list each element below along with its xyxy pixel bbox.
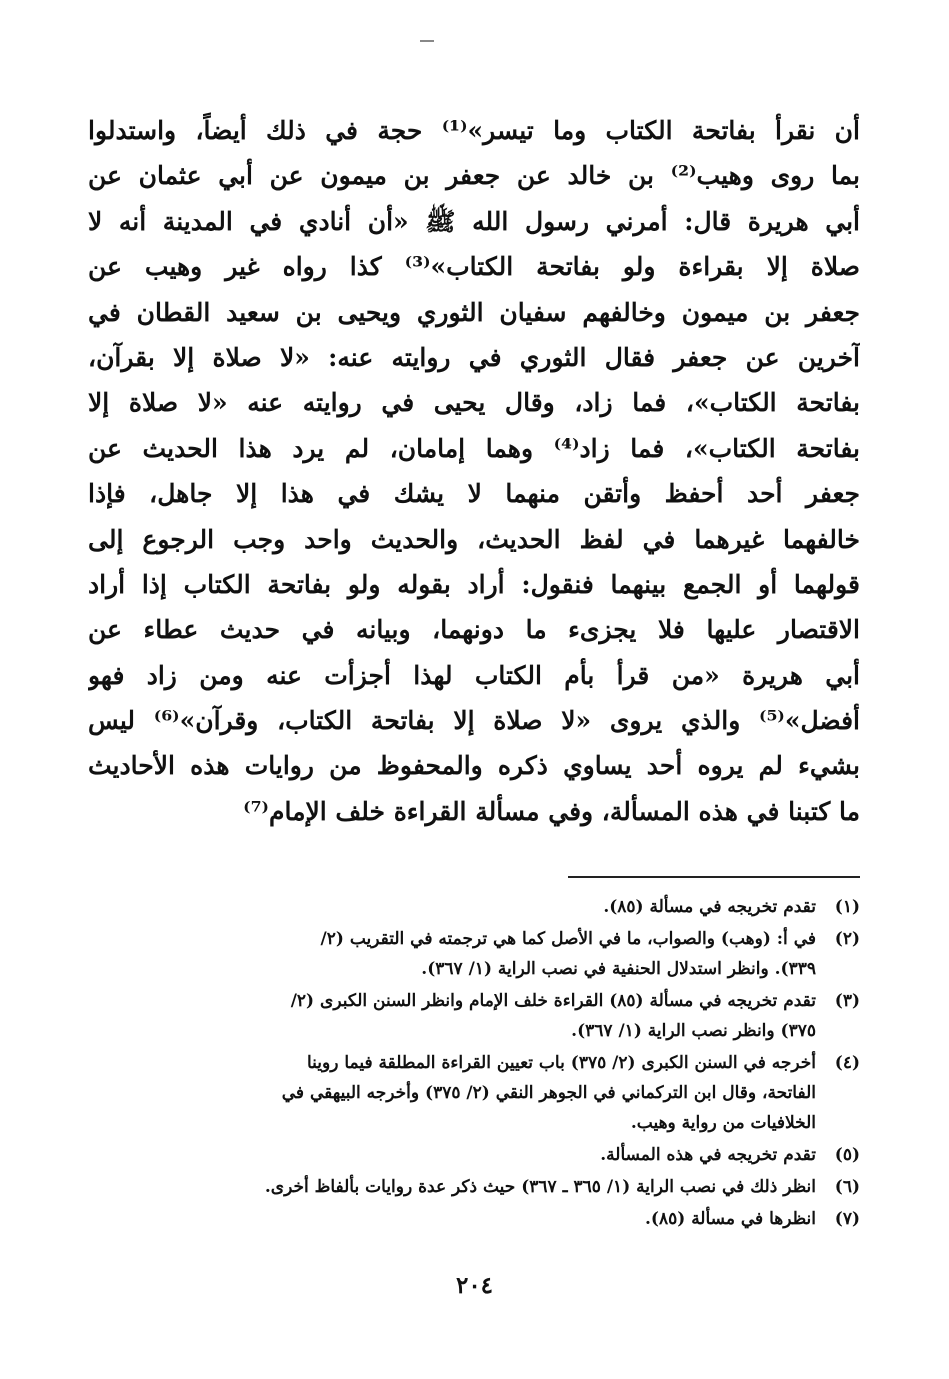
footnote-number: (٤) (834, 1053, 860, 1073)
footnote-line: ٣٣٩). وانظر استدلال الحنفية في نصب الراية (١/ ٣٦٧). (421, 959, 816, 979)
footnote-text (88, 986, 816, 1046)
footnote-separator (568, 876, 860, 878)
footnote (88, 892, 860, 922)
text-line: خالفهما غيرهما في لفظ الحديث، والحديث واحد وجب الرجوع إلى (88, 524, 860, 554)
text-line: آخرين عن جعفر فقال الثوري في روايته عنه: «لا صلاة إلا بقرآن، (88, 342, 860, 372)
scan-mark (420, 40, 434, 42)
footnote-text (88, 892, 816, 922)
footnote-line: تقدم تخريجه في هذه المسألة. (600, 1145, 816, 1165)
text-line: جعفر أحد أحفظ وأتقن منهما لا يشك في هذا إلا جاهل، فإذا (88, 479, 860, 509)
footnote (88, 986, 860, 1046)
text-line: صلاة إلا بقراءة ولو بفاتحة الكتاب»⁽³⁾ كذا رواه غير وهيب عن (88, 252, 860, 282)
footnote (88, 1172, 860, 1202)
page-number: ٢٠٤ (455, 1272, 494, 1299)
footnote-line: تقدم تخريجه في مسألة (٨٥). (603, 897, 816, 917)
footnote-line: الخلافيات من رواية وهيب. (630, 1113, 816, 1133)
footnotes (88, 892, 860, 1236)
footnote-text (88, 1048, 816, 1138)
text-line: بما روى وهيب⁽²⁾ بن خالد عن جعفر بن ميمون عن أبي عثمان عن (88, 161, 860, 191)
footnote (88, 1140, 860, 1170)
footnote-number: (٢) (834, 929, 860, 949)
footnote-line: أخرجه في السنن الكبرى (٢/ ٣٧٥) باب تعيين القراءة المطلقة فيما روينا (306, 1053, 816, 1073)
text-line: بفاتحة الكتاب»، فما زاد، وقال يحيى في روايته عنه «لا صلاة إلا (88, 388, 860, 418)
footnote (88, 924, 860, 984)
text-line: قولهما أو الجمع بينهما فنقول: أراد بقوله ولو بفاتحة الكتاب إذا أراد (88, 569, 860, 599)
text-line: الاقتصار عليها فلا يجزىء ما دونهما، وبيانه في حديث عطاء عن (88, 615, 860, 645)
footnote-number: (٦) (834, 1177, 860, 1197)
footnote-text (88, 1140, 816, 1170)
footnote-number: (١) (834, 897, 860, 917)
footnote-line: انظر ذلك في نصب الراية (١/ ٣٦٥ ـ ٣٦٧) حيث ذكر عدة روايات بألفاظ أخرى. (264, 1177, 816, 1197)
footnote-text (88, 1204, 816, 1234)
text-line: أفضل»⁽⁵⁾ والذي يروى «لا صلاة إلا بفاتحة الكتاب، وقرآن»⁽⁶⁾ ليس (88, 706, 860, 736)
footnote-number: (٥) (834, 1145, 860, 1165)
text-line: أن نقرأ بفاتحة الكتاب وما تيسر»⁽¹⁾ حجة في ذلك أيضاً، واستدلوا (88, 116, 860, 145)
footnote-text (88, 924, 816, 984)
text-line: أبي هريرة «من قرأ بأم الكتاب لهذا أجزأت عنه ومن زاد فهو (88, 660, 860, 690)
footnote-number: (٣) (834, 991, 860, 1011)
text-line: جعفر بن ميمون وخالفهم سفيان الثوري ويحيى بن سعيد القطان في (88, 297, 860, 327)
footnote-line: ٣٧٥) وانظر نصب الراية (١/ ٣٦٧). (571, 1021, 816, 1041)
text-line: ما كتبنا في هذه المسألة، وفي مسألة القراءة خلف الإمام⁽⁷⁾ (243, 796, 860, 826)
footnote-number: (٧) (834, 1209, 860, 1229)
main-text-block (88, 108, 860, 834)
footnote-line: الفاتحة، وقال ابن التركماني في الجوهر النقي (٢/ ٣٧٥) وأخرجه البيهقي في (281, 1083, 816, 1103)
footnote-line: في أ: (وهب) والصواب، ما في الأصل كما هي ترجمته في التقريب (٢/ (320, 929, 816, 949)
footnote (88, 1048, 860, 1138)
text-line: بفاتحة الكتاب»، فما زاد⁽⁴⁾ وهما إمامان، لم يرد هذا الحديث عن (88, 433, 860, 463)
footnote-line: تقدم تخريجه في مسألة (٨٥) القراءة خلف الإمام وانظر السنن الكبرى (٢/ (290, 991, 816, 1011)
footnote-text (88, 1172, 816, 1202)
footnote (88, 1204, 860, 1234)
text-line: بشيء لم يروه أحد يساوي ذكره والمحفوظ من روايات هذه الأحاديث (88, 751, 860, 781)
text-line: أبي هريرة قال: أمرني رسول الله ﷺ «أن أنادي في المدينة أنه لا (88, 206, 860, 236)
footnote-line: انظرها في مسألة (٨٥). (645, 1209, 816, 1229)
